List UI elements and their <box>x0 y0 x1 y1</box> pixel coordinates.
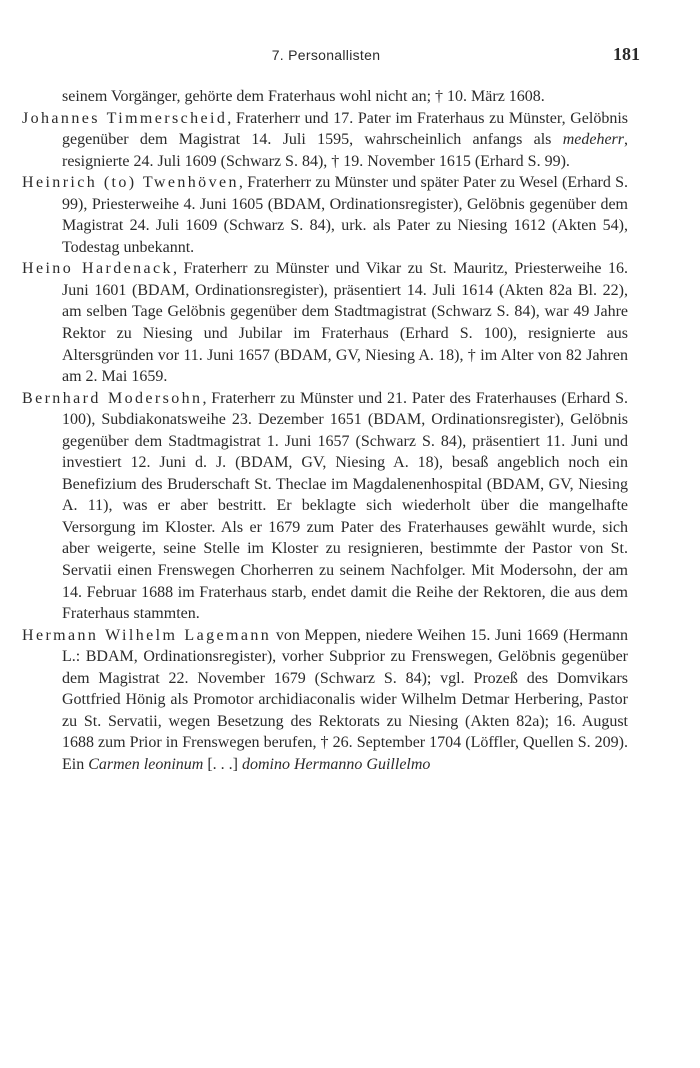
entry-twenhoeven <box>22 172 628 258</box>
entry-text: , Fraterherr und 17. Pater im Fraterhaus zu Münster, Gelöbnis gegenüber dem Magistrat 14. Juli 1595, wahrscheinlich anfangs als <box>62 109 628 149</box>
entry-text: , Fraterherr zu Münster und Vikar zu St. Mauritz, Priesterweihe 16. Juni 1601 (BDAM, Ordinationsregister), präsentiert 14. Juli 1614 (Akten 82a Bl. 22), am selben Tage Gelöbnis gegenüber dem Stadtmagistrat (Schwarz S. 84), war 49 Jahre Rektor zu Niesing und Jubilar im Fraterhaus (Erhard S. 100), resignierte aus Altersgründen vor 11. Juni 1657 (BDAM, GV, Niesing A. 18), † im Alter von 82 Jahren am 2. Mai 1659. <box>62 260 629 386</box>
entry-timmerscheid <box>22 108 628 173</box>
entry-text: , Fraterherr zu Münster und 21. Pater des Fraterhauses (Erhard S. 100), Subdiakonatsweihe 23. Dezember 1651 (BDAM, Ordinationsregister), Gelöbnis gegenüber dem Stadtmagistrat 1. Juni 1657 (Schwarz S. 84), präsentiert 11. Juni und investiert 12. Juni d. J. (BDAM, GV, Niesing A. 18), besaß angeblich noch ein Benefizium des Bruderschaft St. Theclae im Magdalenenhospital (BDAM, GV, Niesing A. 11), was er aber bestritt. Er beklagte sich wiederholt über die mangelhafte Versorgung im Kloster. Als er 1679 zum Pater des Fraterhauses gewählt wurde, sich aber weigerte, seine Stelle im Kloster zu resignieren, bestimmte der Pastor von St. Servatii einen Frenswegen Chorherren zu seinem Nachfolger. Mit Modersohn, der am 14. Februar 1688 im Fraterhaus starb, endet damit die Reihe der Rektoren, die aus dem Fraterhaus stammten. <box>62 389 628 623</box>
entry-name: Heinrich (to) Twenhöven <box>22 174 239 192</box>
entry-italic-dedication: domino Hermanno Guillelmo <box>241 755 431 773</box>
entry-name: Hermann Wilhelm Lagemann <box>22 626 272 644</box>
entry-text: , Fraterherr zu Münster und später Pater zu Wesel (Erhard S. 99), Priesterweihe 4. Juni 1605 (BDAM, Ordinationsregister), Gelöbnis gegenüber dem Magistrat 24. Juli 1609 (Schwarz S. 84), urk. als Pater zu Niesing 1612 (Akten 54), Todestag unbekannt. <box>62 174 629 256</box>
page-number: 181 <box>613 44 640 64</box>
entry-name: Heino Hardenack <box>22 260 173 278</box>
entry-italic-title: Carmen leoninum <box>88 755 204 773</box>
entry-text: seinem Vorgänger, gehörte dem Fraterhaus wohl nicht an; † 10. März 1608. <box>62 88 545 105</box>
entry-hardenack <box>22 258 628 387</box>
entry-list <box>22 86 628 776</box>
entry-italic-term: medeherr <box>562 131 624 149</box>
entry-text: von Meppen, niedere Weihen 15. Juni 1669 (Hermann L.: BDAM, Ordinationsregister), vorher Subprior zu Frenswegen, Gelöbnis gegenüber dem Magistrat 22. November 1679 (Schwarz S. 84); vgl. Prozeß des Domvikars Gottfried Hönig als Promotor archidiaconalis wider Wilhelm Detmar Herbering, Pastor zu St. Servatii, wegen Besetzung des Rektorats zu Niesing (Akten 82a); 16. August 1688 zum Prior in Frenswegen berufen, † 26. September 1704 (Löffler, Quellen S. 209). Ein <box>62 626 628 773</box>
entry-name: Johannes Timmerscheid <box>22 109 228 127</box>
entry-name: Bernhard Modersohn <box>22 389 203 407</box>
entry-continuation <box>22 86 628 108</box>
entry-lagemann <box>22 625 628 776</box>
running-title: 7. Personallisten <box>271 47 381 63</box>
entry-modersohn <box>22 388 628 625</box>
entry-text: [. . .] <box>203 755 242 773</box>
running-head <box>22 44 640 68</box>
entry-text: , resignierte 24. Juli 1609 (Schwarz S. 84), † 19. November 1615 (Erhard S. 99). <box>62 131 628 170</box>
